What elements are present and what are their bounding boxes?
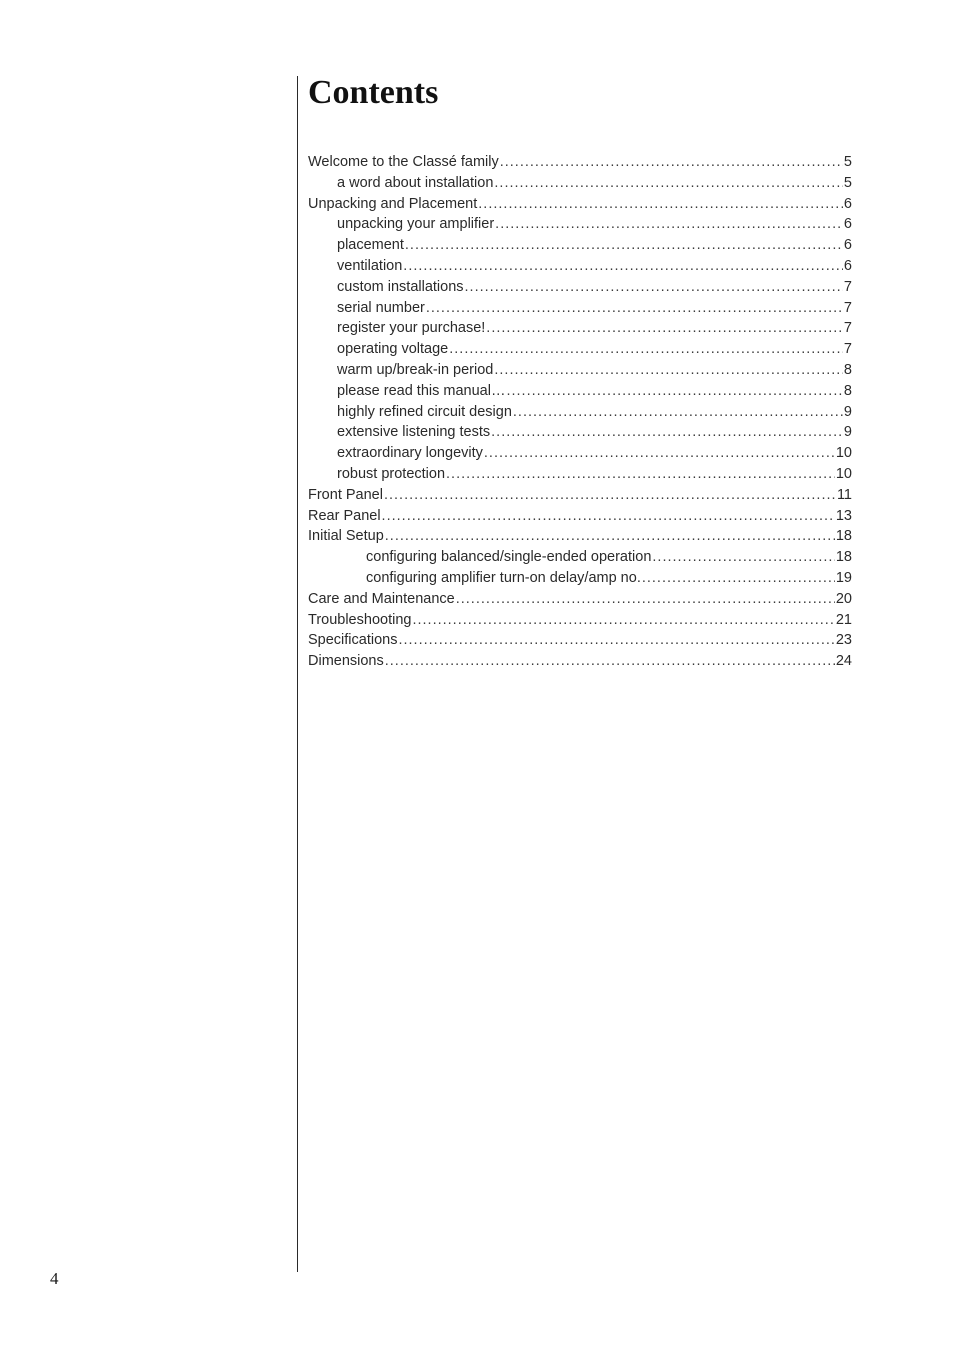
toc-entry[interactable]: [308, 152, 852, 173]
toc-entry[interactable]: [308, 547, 852, 568]
toc-entry-page: 7: [843, 341, 852, 358]
toc-entry[interactable]: [308, 173, 852, 194]
toc-entry-label: extensive listening tests: [337, 424, 491, 441]
toc-entry-label: serial number: [337, 299, 425, 316]
dot-leader: [456, 589, 835, 610]
toc-entry-label: Unpacking and Placement: [308, 195, 478, 212]
toc-entry-label: placement: [337, 237, 404, 254]
toc-entry[interactable]: [308, 298, 852, 319]
toc-entry-page: 9: [843, 403, 852, 420]
toc-entry[interactable]: [308, 194, 852, 215]
toc-entry-label: please read this manual…: [337, 382, 506, 399]
toc-entry[interactable]: [308, 651, 852, 672]
dot-leader: [403, 256, 843, 277]
dot-leader: [642, 568, 835, 589]
toc-entry-label: Dimensions: [308, 653, 384, 670]
toc-entry-page: 10: [835, 445, 852, 462]
toc-entry-label: warm up/break-in period: [337, 361, 494, 378]
toc-entry-label: Front Panel: [308, 486, 383, 503]
toc-entry[interactable]: [308, 214, 852, 235]
toc-entry-page: 7: [843, 320, 852, 337]
toc-entry[interactable]: [308, 464, 852, 485]
toc-entry[interactable]: [308, 630, 852, 651]
dot-leader: [491, 422, 843, 443]
toc-entry[interactable]: [308, 589, 852, 610]
toc-entry[interactable]: [308, 526, 852, 547]
toc-entry-label: operating voltage: [337, 341, 449, 358]
toc-entry-page: 20: [835, 590, 852, 607]
toc-entry-page: 18: [835, 549, 852, 566]
toc-entry-page: 6: [843, 216, 852, 233]
toc-entry-label: Welcome to the Classé family: [308, 154, 499, 170]
toc-entry-label: Rear Panel: [308, 507, 381, 524]
dot-leader: [484, 443, 835, 464]
toc-entry-label: unpacking your amplifier: [337, 216, 495, 233]
toc-entry[interactable]: [308, 360, 852, 381]
toc-entry-page: 5: [843, 154, 852, 170]
toc-entry-page: 24: [835, 653, 852, 670]
toc-entry-label: Care and Maintenance: [308, 590, 455, 607]
dot-leader: [426, 298, 843, 319]
toc-entry-page: 23: [835, 632, 852, 649]
toc-entry-label: Initial Setup: [308, 528, 384, 545]
toc-entry[interactable]: [308, 318, 852, 339]
toc-entry[interactable]: [308, 610, 852, 631]
toc-entry[interactable]: [308, 277, 852, 298]
toc-entry-label: a word about installation: [337, 174, 494, 191]
toc-entry-page: 5: [843, 174, 852, 191]
toc-entry-page: 7: [843, 299, 852, 316]
toc-entry-label: custom installations: [337, 278, 464, 295]
toc-entry-label: robust protection: [337, 465, 446, 482]
dot-leader: [652, 547, 834, 568]
toc-entry-label: extraordinary longevity: [337, 445, 483, 462]
dot-leader: [446, 464, 835, 485]
toc-entry-page: 13: [835, 507, 852, 524]
page-number: 4: [50, 1269, 59, 1288]
dot-leader: [449, 339, 843, 360]
toc-entry-page: 6: [843, 237, 852, 254]
toc-entry-page: 6: [843, 257, 852, 274]
dot-leader: [465, 277, 843, 298]
dot-leader: [398, 630, 834, 651]
dot-leader: [494, 173, 843, 194]
toc-entry-label: configuring balanced/single-ended operation: [366, 549, 652, 566]
dot-leader: [412, 610, 834, 631]
toc-entry-page: 8: [843, 382, 852, 399]
toc-entry-label: ventilation: [337, 257, 403, 274]
vertical-divider: [297, 76, 298, 1272]
dot-leader: [495, 214, 843, 235]
toc-entry-label: Troubleshooting: [308, 611, 412, 628]
toc-entry-page: 10: [835, 465, 852, 482]
toc-entry[interactable]: [308, 381, 852, 402]
page-title: Contents: [308, 74, 439, 111]
toc-entry-page: 18: [835, 528, 852, 545]
dot-leader: [506, 381, 842, 402]
toc-entry-page: 8: [843, 361, 852, 378]
toc-entry[interactable]: [308, 506, 852, 527]
table-of-contents: [308, 152, 852, 672]
toc-entry-label: Specifications: [308, 632, 398, 649]
dot-leader: [486, 318, 843, 339]
toc-entry-label: configuring amplifier turn-on delay/amp no.: [366, 569, 641, 586]
toc-entry[interactable]: [308, 235, 852, 256]
toc-entry[interactable]: [308, 422, 852, 443]
toc-entry-label: register your purchase!: [337, 320, 486, 337]
dot-leader: [405, 235, 843, 256]
dot-leader: [385, 526, 835, 547]
dot-leader: [384, 485, 836, 506]
toc-entry-page: 9: [843, 424, 852, 441]
toc-entry[interactable]: [308, 339, 852, 360]
toc-entry[interactable]: [308, 443, 852, 464]
toc-entry[interactable]: [308, 402, 852, 423]
toc-entry-label: highly refined circuit design: [337, 403, 512, 420]
dot-leader: [494, 360, 843, 381]
toc-entry-page: 11: [836, 486, 852, 503]
toc-entry-page: 6: [843, 195, 852, 212]
dot-leader: [385, 651, 835, 672]
dot-leader: [500, 152, 843, 173]
toc-entry-page: 7: [843, 278, 852, 295]
toc-entry-page: 21: [835, 611, 852, 628]
toc-entry-page: 19: [835, 569, 852, 586]
toc-entry[interactable]: [308, 485, 852, 506]
toc-entry[interactable]: [308, 568, 852, 589]
toc-entry[interactable]: [308, 256, 852, 277]
dot-leader: [478, 194, 843, 215]
dot-leader: [382, 506, 835, 527]
dot-leader: [513, 402, 843, 423]
